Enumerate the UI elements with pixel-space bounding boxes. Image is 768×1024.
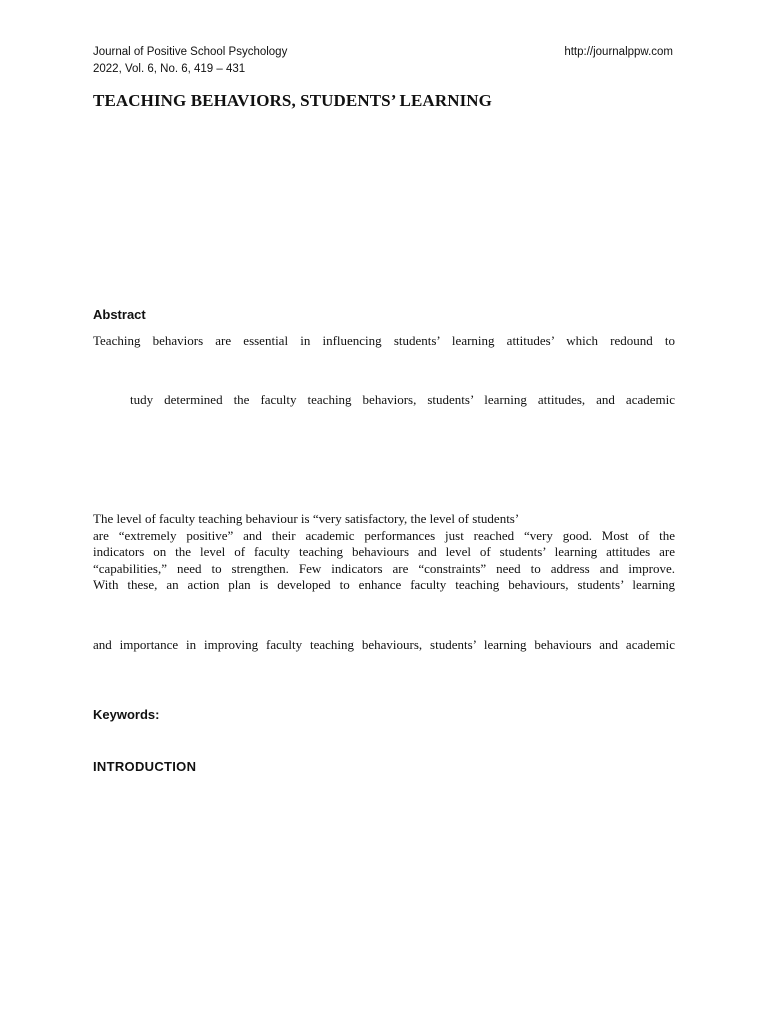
abstract-line-1: Teaching behaviors are essential in influencing students’ learning attitudes’ which redound to bbox=[93, 333, 675, 348]
abstract-line-2: tudy determined the faculty teaching behaviors, students’ learning attitudes, and academic bbox=[130, 392, 675, 407]
journal-name: Journal of Positive School Psychology bbox=[93, 46, 288, 58]
paper-title: TEACHING BEHAVIORS, STUDENTS’ LEARNING bbox=[93, 91, 492, 110]
abstract-line-7: With these, an action plan is developed to enhance faculty teaching behaviours, students’ learning bbox=[93, 577, 675, 592]
abstract-line-5: indicators on the level of faculty teaching behaviours and level of students’ learning attitudes are bbox=[93, 544, 675, 559]
journal-issue: 2022, Vol. 6, No. 6, 419 – 431 bbox=[93, 63, 246, 75]
journal-url[interactable]: http://journalppw.com bbox=[564, 46, 673, 58]
abstract-line-8: and importance in improving faculty teaching behaviours, students’ learning behaviours and academic bbox=[93, 637, 675, 652]
introduction-heading: INTRODUCTION bbox=[93, 759, 197, 774]
abstract-heading: Abstract bbox=[93, 307, 146, 322]
keywords-heading: Keywords: bbox=[93, 707, 160, 722]
abstract-line-6: “capabilities,” need to strengthen. Few indicators are “constraints” need to address and improve. bbox=[93, 561, 675, 576]
abstract-line-4: are “extremely positive” and their academic performances just reached “very good. Most of the bbox=[93, 528, 675, 543]
abstract-line-3: The level of faculty teaching behaviour is “very satisfactory, the level of students’ bbox=[93, 511, 520, 526]
